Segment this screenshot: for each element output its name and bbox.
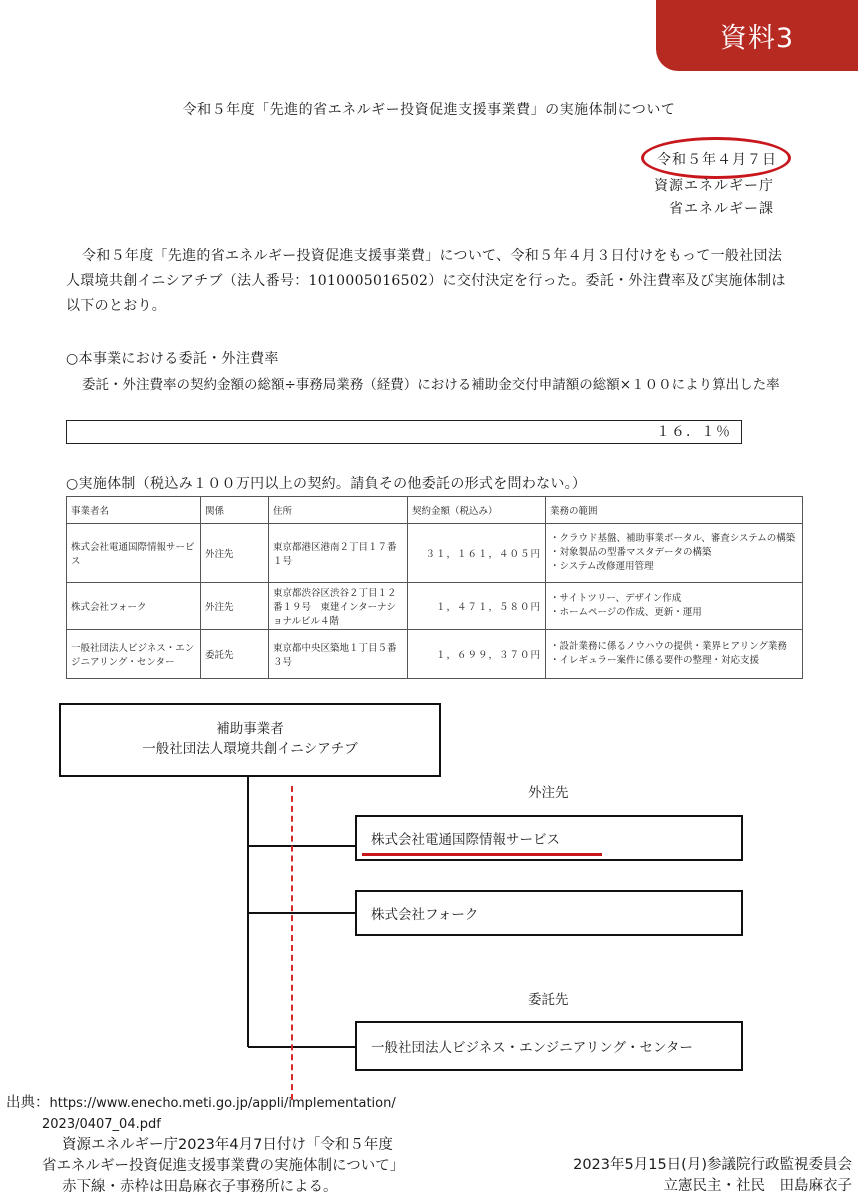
diagram-outsource-box <box>355 890 743 936</box>
document-badge: 資料3 <box>656 0 858 71</box>
source-line: 赤下線・赤枠は田島麻衣子事務所による。 <box>62 1179 338 1195</box>
contract-amount: １，６９９，３７０円 <box>408 630 546 679</box>
source-note <box>6 1093 526 1198</box>
intro-paragraph: 令和５年度「先進的省エネルギー投資促進支援事業費」について、令和５年４月３日付けをもって一般社団法人環境共創イニシアチブ（法人番号：1010005016502）に交付決定を行った。委託・外注費率及び実施体制は以下のとおり。 <box>66 248 786 314</box>
hearing-date: 2023年5月15日(月)参議院行政監視委員会 <box>573 1157 852 1173</box>
column-header: 関係 <box>201 497 269 524</box>
diagram-consign-box <box>355 1021 743 1071</box>
rate-value-box: １６．１％ <box>66 420 742 444</box>
contractor-address: 東京都中央区築地１丁目５番３号 <box>269 630 408 679</box>
diagram-company-name: 株式会社フォーク <box>371 907 479 923</box>
source-url-continued: 2023/0407_04.pdf <box>42 1117 161 1132</box>
diagram-main-role: 補助事業者 <box>216 721 284 737</box>
source-prefix: 出典： <box>6 1095 50 1111</box>
column-header: 事業者名 <box>67 497 201 524</box>
source-line: 資源エネルギー庁2023年4月7日付け「令和５年度 <box>62 1137 393 1153</box>
diagram-company-name: 一般社団法人ビジネス・エンジニアリング・センター <box>371 1040 693 1056</box>
contractor-address: 東京都港区港南２丁目１７番１号 <box>269 524 408 583</box>
contractor-relation: 外注先 <box>201 524 269 583</box>
column-header: 住所 <box>269 497 408 524</box>
rate-heading: ○本事業における委託・外注費率 <box>66 351 279 367</box>
contractor-relation: 外注先 <box>201 583 269 630</box>
outsource-label: 外注先 <box>528 785 569 801</box>
contractor-address: 東京都渋谷区渋谷２丁目１２番１９号 東建インターナショナルビル４階 <box>269 583 408 630</box>
contract-amount: ３１，１６１，４０５円 <box>408 524 546 583</box>
source-url[interactable]: https://www.enecho.meti.go.jp/appli/implementation/ <box>49 1096 396 1111</box>
scope-item: ・システム改修運用管理 <box>550 561 654 572</box>
issuing-division: 省エネルギー課 <box>669 201 774 217</box>
contractor-name: 株式会社電通国際情報サービス <box>67 524 201 583</box>
structure-heading: ○実施体制（税込み１００万円以上の契約。請負その他委託の形式を問わない。） <box>66 476 587 492</box>
scope-item: ・イレギュラー案件に係る要件の整理・対応支援 <box>550 655 760 666</box>
column-header: 契約金額（税込み） <box>408 497 546 524</box>
diagram-company-name: 株式会社電通国際情報サービス <box>371 832 560 848</box>
red-underline <box>362 853 602 856</box>
document-title: 令和５年度「先進的省エネルギー投資促進支援事業費」の実施体制について <box>182 102 676 118</box>
contractor-name: 株式会社フォーク <box>67 583 201 630</box>
source-line: 省エネルギー投資促進支援事業費の実施体制について」 <box>42 1158 405 1174</box>
scope-item: ・サイトツリー、デザイン作成 <box>550 593 682 604</box>
document-date: 令和５年４月７日 <box>657 152 777 168</box>
scope-item: ・設計業務に係るノウハウの提供・業界ヒアリング業務 <box>550 641 787 652</box>
diagram-main-name: 一般社団法人環境共創イニシアチブ <box>142 741 358 757</box>
rate-description: 委託・外注費率の契約金額の総額÷事務局業務（経費）における補助金交付申請額の総額×１００により算出した率 <box>82 377 780 393</box>
scope-item: ・クラウド基盤、補助事業ポータル、審査システムの構築 <box>550 533 796 544</box>
hearing-member: 立憲民主・社民 田島麻衣子 <box>663 1178 852 1194</box>
contractor-name: 一般社団法人ビジネス・エンジニアリング・センター <box>67 630 201 679</box>
scope-item: ・対象製品の型番マスタデータの構築 <box>550 547 712 558</box>
hearing-note <box>500 1155 852 1197</box>
contract-amount: １，４７１，５８０円 <box>408 583 546 630</box>
scope-item: ・ホームページの作成、更新・運用 <box>550 607 702 618</box>
column-header: 業務の範囲 <box>546 497 803 524</box>
consign-label: 委託先 <box>528 992 569 1008</box>
red-dashed-divider <box>291 786 293 1100</box>
contractor-relation: 委託先 <box>201 630 269 679</box>
issuing-agency: 資源エネルギー庁 <box>654 178 774 194</box>
